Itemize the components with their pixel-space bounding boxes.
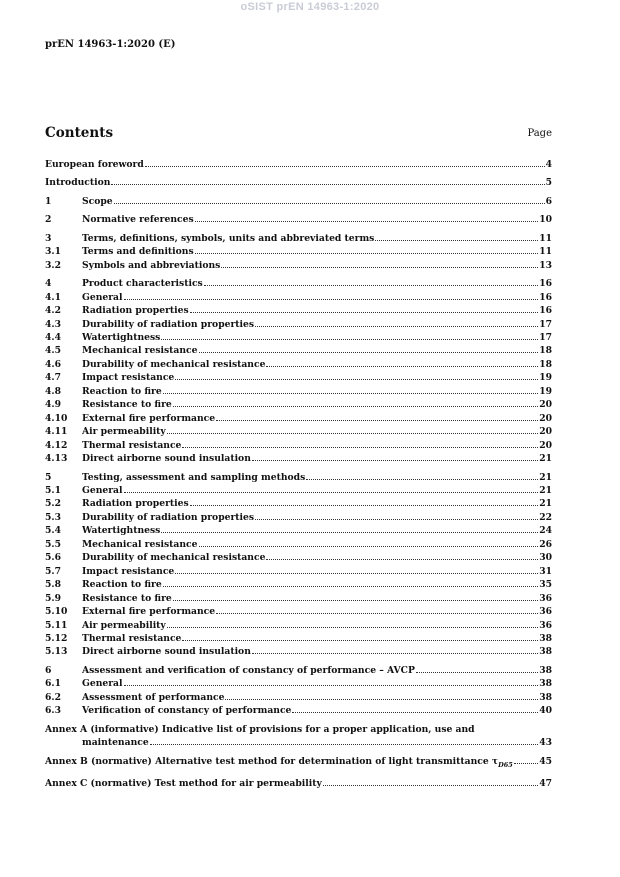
toc-entry-page: 19: [539, 372, 552, 384]
toc-entry-page: 38: [539, 632, 552, 644]
leader-dots: [163, 393, 538, 394]
toc-entry-title: General: [82, 678, 123, 690]
leader-dots: [145, 166, 545, 167]
toc-entry-page: 26: [539, 538, 552, 550]
toc-entry-number: 5.4: [45, 525, 61, 537]
leader-dots: [167, 627, 538, 628]
toc-entry-page: 19: [539, 385, 552, 397]
leader-dots: [124, 685, 539, 686]
toc-entry-title: Resistance to fire: [82, 399, 172, 411]
toc-entry[interactable]: [45, 412, 552, 425]
toc-entry[interactable]: [45, 176, 552, 189]
toc-entry-page: 20: [539, 399, 552, 411]
toc-entry-title: General: [82, 484, 123, 496]
toc-entry-title: Durability of radiation properties: [82, 318, 255, 330]
leader-dots: [252, 460, 538, 461]
toc-entry-number: 4.2: [45, 305, 61, 317]
document-id: prEN 14963-1:2020 (E): [45, 39, 176, 50]
page-column-label: Page: [527, 128, 552, 139]
toc-entry-number: 4.12: [45, 439, 68, 451]
toc-entry[interactable]: [45, 565, 552, 578]
toc-entry-title: Thermal resistance: [82, 632, 182, 644]
toc-entry-number: 5.10: [45, 606, 68, 618]
toc-entry-number: 4.10: [45, 412, 68, 424]
toc-entry-page: 6: [545, 195, 552, 207]
leader-dots: [199, 546, 539, 547]
leader-dots: [182, 640, 538, 641]
toc-entry-number: 6.3: [45, 705, 61, 717]
toc-entry[interactable]: [45, 632, 552, 645]
toc-entry-page: 36: [539, 619, 552, 631]
toc-entry-title: Impact resistance: [82, 372, 175, 384]
leader-dots: [306, 479, 538, 480]
toc-entry-page: 20: [539, 426, 552, 438]
toc-entry[interactable]: [45, 677, 552, 690]
toc-entry-page: 16: [539, 278, 552, 290]
toc-entry[interactable]: [45, 619, 552, 632]
leader-dots: [163, 586, 538, 587]
toc-entry-number: 5.11: [45, 619, 68, 631]
toc-entry-title: External fire performance: [82, 412, 216, 424]
toc-entry-page: 20: [539, 439, 552, 451]
toc-entry-title: General: [82, 291, 123, 303]
toc-entry-page: 16: [539, 291, 552, 303]
toc-entry-number: 1: [45, 195, 52, 207]
toc-entry-page: 21: [539, 453, 552, 465]
leader-dots: [190, 505, 539, 506]
toc-entry-page: 21: [539, 471, 552, 483]
annex-b-title: Annex B (normative) Alternative test method for determination of light transmittance $\tau_{D65}$: [45, 755, 513, 769]
toc-entry-number: 5.1: [45, 484, 61, 496]
leader-dots: [195, 221, 539, 222]
leader-dots: [182, 447, 538, 448]
toc-entry[interactable]: [45, 592, 552, 605]
toc-entry[interactable]: [45, 158, 552, 171]
toc-entry[interactable]: [45, 664, 552, 677]
toc-entry-number: 4.8: [45, 385, 61, 397]
toc-entry-number: 3: [45, 232, 52, 244]
leader-dots: [252, 653, 538, 654]
toc-entry-annex-b[interactable]: [45, 755, 552, 772]
toc-entry-page: 17: [539, 318, 552, 330]
leader-dots: [375, 240, 538, 241]
toc-entry-page: 22: [539, 511, 552, 523]
annex-a-title-line2: maintenance: [82, 737, 149, 749]
toc-entry-number: 4.1: [45, 291, 61, 303]
toc-entry[interactable]: [45, 704, 552, 717]
toc-entry-title: External fire performance: [82, 606, 216, 618]
contents-title: Contents: [45, 125, 114, 141]
toc-entry-page: 17: [539, 331, 552, 343]
leader-dots: [173, 406, 538, 407]
toc-entry-title: Resistance to fire: [82, 592, 172, 604]
leader-dots: [204, 285, 538, 286]
toc-entry[interactable]: [45, 277, 552, 290]
leader-dots: [199, 352, 539, 353]
toc-entry-page: 21: [539, 484, 552, 496]
toc-entry[interactable]: [45, 245, 552, 258]
toc-entry-title: Terms, definitions, symbols, units and abbreviated terms: [82, 232, 375, 244]
toc-entry-title: Normative references: [82, 214, 194, 226]
leader-dots: [195, 253, 539, 254]
toc-entry-title: Introduction: [45, 177, 111, 189]
toc-entry-title: Reaction to fire: [82, 385, 162, 397]
toc-entry-page: 40: [539, 705, 552, 717]
toc-entry-title: Testing, assessment and sampling methods: [82, 471, 306, 483]
toc-entry-title: Radiation properties: [82, 498, 189, 510]
annex-c-page: 47: [539, 777, 552, 789]
toc-entry[interactable]: [45, 371, 552, 384]
toc-entry-page: 36: [539, 592, 552, 604]
toc-entry-number: 3.1: [45, 246, 61, 258]
leader-dots: [266, 366, 538, 367]
toc-entry-number: 6.2: [45, 691, 61, 703]
toc-entry[interactable]: [45, 497, 552, 510]
toc-entry-number: 5.12: [45, 632, 68, 644]
toc-entry-title: Reaction to fire: [82, 579, 162, 591]
toc-entry-page: 13: [539, 259, 552, 271]
toc-entry-number: 5.5: [45, 538, 61, 550]
leader-dots: [216, 420, 538, 421]
toc-entry[interactable]: [45, 538, 552, 551]
watermark: oSIST prEN 14963-1:2020: [240, 1, 380, 13]
toc-entry[interactable]: [45, 551, 552, 564]
toc-entry-title: Assessment and verification of constancy of performance – AVCP: [82, 664, 415, 676]
toc-entry-number: 5.2: [45, 498, 61, 510]
annex-a-title-line1: Annex A (informative) Indicative list of provisions for a proper application, use and: [45, 723, 475, 735]
toc-entry-annex-a[interactable]: [45, 723, 552, 750]
toc-entry[interactable]: [45, 524, 552, 537]
toc-entry-number: 4.9: [45, 399, 61, 411]
toc-entry[interactable]: [45, 691, 552, 704]
toc-entry-title: Product characteristics: [82, 278, 203, 290]
toc-entry-title: Thermal resistance: [82, 439, 182, 451]
leader-dots: [416, 672, 538, 673]
leader-dots: [221, 267, 538, 268]
toc-entry-title: Air permeability: [82, 426, 166, 438]
toc-entry-number: 2: [45, 214, 52, 226]
leader-dots: [216, 613, 538, 614]
toc-entry-page: 5: [545, 177, 552, 189]
toc-entry-page: 30: [539, 552, 552, 564]
toc-entry-number: 5.8: [45, 579, 61, 591]
leader-dots: [161, 339, 538, 340]
toc-entry[interactable]: [45, 232, 552, 245]
leader-dots: [175, 379, 538, 380]
toc-entry[interactable]: [45, 484, 552, 497]
toc-entry[interactable]: [45, 425, 552, 438]
toc-entry-page: 10: [539, 214, 552, 226]
toc-entry-number: 5.13: [45, 646, 68, 658]
toc-entry-page: 16: [539, 305, 552, 317]
toc-entry[interactable]: [45, 259, 552, 272]
toc-entry-number: 5.6: [45, 552, 61, 564]
toc-entry-page: 31: [539, 565, 552, 577]
toc-entry[interactable]: [45, 213, 552, 226]
toc-entry[interactable]: [45, 439, 552, 452]
leader-dots: [114, 203, 545, 204]
toc-entry-number: 5.3: [45, 511, 61, 523]
leader-dots: [124, 492, 539, 493]
toc-entry-page: 38: [539, 664, 552, 676]
toc-entry[interactable]: [45, 578, 552, 591]
toc-rows: [45, 158, 552, 718]
toc-entry-annex-c[interactable]: [45, 777, 552, 790]
leader-dots: [292, 712, 538, 713]
toc-entry-number: 4.6: [45, 358, 61, 370]
toc-entry-page: 36: [539, 606, 552, 618]
leader-dots: [514, 763, 538, 764]
toc-entry-page: 4: [545, 159, 552, 170]
toc-entry-title: Durability of radiation properties: [82, 511, 255, 523]
toc-entry-page: 11: [539, 232, 552, 244]
table-of-contents: [45, 158, 552, 790]
leader-dots: [255, 519, 538, 520]
toc-entry-page: 18: [539, 345, 552, 357]
toc-entry[interactable]: [45, 452, 552, 465]
toc-entry[interactable]: [45, 331, 552, 344]
toc-entry-page: 38: [539, 678, 552, 690]
toc-entry-page: 20: [539, 412, 552, 424]
toc-entry-title: Symbols and abbreviations: [82, 259, 221, 271]
toc-entry[interactable]: [45, 385, 552, 398]
tau-symbol: $\tau_{D65}$: [491, 755, 513, 769]
toc-entry[interactable]: [45, 304, 552, 317]
leader-dots: [124, 299, 539, 300]
annex-b-page: 45: [539, 755, 552, 767]
leader-dots: [323, 785, 538, 786]
toc-entry[interactable]: [45, 471, 552, 484]
toc-entry-number: 3.2: [45, 259, 61, 271]
annex-a-page: 43: [539, 737, 552, 749]
toc-entry-number: 4.4: [45, 331, 61, 343]
toc-entry-title: Durability of mechanical resistance: [82, 552, 266, 564]
toc-entry-title: Mechanical resistance: [82, 538, 198, 550]
toc-entry-title: European foreword: [45, 159, 144, 170]
annex-c-title: Annex C (normative) Test method for air permeability: [45, 777, 322, 789]
toc-entry[interactable]: [45, 195, 552, 208]
toc-entry-number: 4: [45, 278, 52, 290]
toc-entry-title: Watertightness: [82, 525, 161, 537]
toc-entry-title: Direct airborne sound insulation: [82, 646, 251, 658]
toc-entry-title: Direct airborne sound insulation: [82, 453, 251, 465]
toc-entry-number: 4.5: [45, 345, 61, 357]
toc-entry-number: 4.11: [45, 426, 68, 438]
toc-entry-page: 11: [539, 246, 552, 258]
toc-entry[interactable]: [45, 511, 552, 524]
toc-entry-title: Verification of constancy of performance: [82, 705, 292, 717]
toc-entry-title: Air permeability: [82, 619, 166, 631]
toc-entry-number: 6.1: [45, 678, 61, 690]
toc-entry-number: 6: [45, 664, 52, 676]
toc-entry-page: 21: [539, 498, 552, 510]
toc-entry-title: Mechanical resistance: [82, 345, 198, 357]
toc-entry-number: 5.9: [45, 592, 61, 604]
leader-dots: [150, 744, 539, 745]
toc-entry[interactable]: [45, 398, 552, 411]
toc-entry-title: Durability of mechanical resistance: [82, 358, 266, 370]
leader-dots: [175, 573, 538, 574]
toc-entry-page: 35: [539, 579, 552, 591]
toc-entry[interactable]: [45, 358, 552, 371]
leader-dots: [190, 312, 539, 313]
leader-dots: [161, 532, 538, 533]
toc-entry-title: Impact resistance: [82, 565, 175, 577]
toc-entry-page: 38: [539, 691, 552, 703]
toc-entry-number: 5: [45, 471, 52, 483]
toc-entry-title: Watertightness: [82, 331, 161, 343]
leader-dots: [225, 699, 538, 700]
leader-dots: [266, 559, 538, 560]
toc-entry-title: Radiation properties: [82, 305, 189, 317]
toc-entry-number: 4.13: [45, 453, 68, 465]
leader-dots: [255, 326, 538, 327]
toc-entry-page: 18: [539, 358, 552, 370]
toc-entry-number: 5.7: [45, 565, 61, 577]
toc-entry-number: 4.3: [45, 318, 61, 330]
leader-dots: [173, 600, 538, 601]
leader-dots: [167, 433, 538, 434]
toc-entry-title: Scope: [82, 195, 113, 207]
toc-entry[interactable]: [45, 291, 552, 304]
toc-entry[interactable]: [45, 605, 552, 618]
toc-entry[interactable]: [45, 645, 552, 658]
toc-entry-page: 24: [539, 525, 552, 537]
leader-dots: [111, 184, 544, 185]
toc-entry[interactable]: [45, 318, 552, 331]
toc-entry-page: 38: [539, 646, 552, 658]
toc-entry-title: Assessment of performance: [82, 691, 225, 703]
toc-entry-title: Terms and definitions: [82, 246, 194, 258]
toc-entry-number: 4.7: [45, 372, 61, 384]
toc-entry[interactable]: [45, 344, 552, 357]
